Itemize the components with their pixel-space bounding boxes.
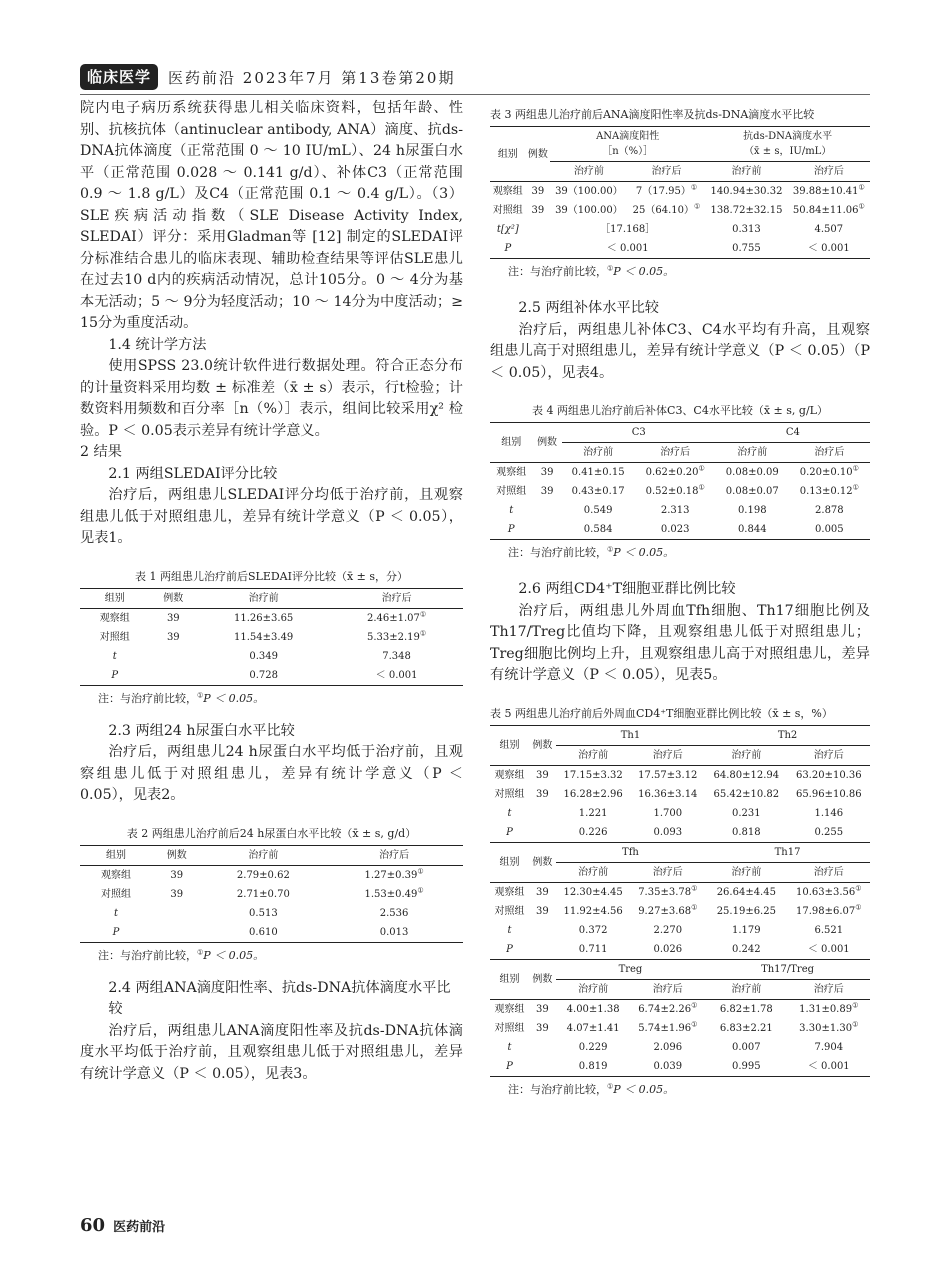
table-row: P 0.610 0.013	[80, 923, 463, 943]
page-number: 60	[80, 1215, 106, 1236]
table-2-caption: 表 2 两组患儿治疗前后24 h尿蛋白水平比较（x̄ ± s, g/d）	[126, 826, 417, 840]
table-row: t 0.549 2.313 0.198 2.878	[509, 505, 844, 516]
paragraph-2-6: 治疗后，两组患儿外周血Tfh细胞、Th17细胞比例及Th17/Treg比值均下降，且观察组患儿低于对照组患儿；Treg细胞比例均上升，且观察组患儿高于对照组患儿，差异有统计学意义（P ＜ 0.05），见表5。	[490, 602, 870, 683]
table-4: 组别 例数 C3 C4 治疗前 治疗后 治疗前 治疗后 观察组 39 0.41±0.15 0.62±0.20① 0.08±0.09 0.20±0.10① 对照组 39 0.43±0.17 0.52±0.18① 0.08±0.07 0.13±0.12① t 0.549 2.313 0.198 2.878 P 0.584 0.023 0.844 0.005	[490, 422, 870, 540]
table-header: 治疗前	[197, 588, 330, 608]
heading-1-4: 1.4 统计学方法	[108, 336, 207, 353]
heading-2-5: 2.5 两组补体水平比较	[518, 300, 659, 316]
table-row: 观察组 39 4.00±1.38 6.74±2.26① 6.82±1.78 1.31±0.89①	[494, 1001, 859, 1015]
table-row: P 0.226 0.093 0.818 0.255	[490, 823, 870, 843]
journal-issue: 医药前沿 2023年7月 第13卷第20期	[168, 68, 456, 87]
table-2-note: 注：与治疗前比较，①P ＜ 0.05。	[98, 947, 265, 962]
table-row: t 0.349 7.348	[112, 650, 411, 662]
table-row: P ＜ 0.001 0.755 ＜ 0.001	[490, 239, 870, 259]
header-rule	[80, 94, 870, 95]
table-1-note: 注：与治疗前比较，①P ＜ 0.05。	[98, 690, 265, 705]
table-row: 对照组 39 39（100.00） 25（64.10）① 138.72±32.15 50.84±11.06①	[492, 202, 865, 216]
heading-2-4: 2.4 两组ANA滴度阳性率、抗ds-DNA抗体滴度水平比较	[108, 979, 451, 1017]
table-row: 观察组 39 12.30±4.45 7.35±3.78① 26.64±4.45 10.63±3.56①	[494, 884, 862, 898]
table-header: 治疗后	[330, 588, 463, 608]
table-header: 组别	[80, 588, 149, 608]
table-header: 例数	[149, 588, 197, 608]
table-1-caption: 表 1 两组患儿治疗前后SLEDAI评分比较（x̄ ± s，分）	[134, 569, 409, 583]
table-row: 观察组 39 11.26±3.65 2.46±1.07①	[99, 610, 427, 624]
table-2: 组别 例数 治疗前 治疗后 观察组 39 2.79±0.62 1.27±0.39① 对照组 39 2.71±0.70 1.53±0.49① t 0.513 2.536 P 0.610 0.013	[80, 845, 463, 943]
heading-2-3: 2.3 两组24 h尿蛋白水平比较	[108, 722, 295, 739]
right-column	[490, 98, 870, 1098]
footer-journal: 医药前沿	[113, 1220, 166, 1235]
table-5: 组别 例数 Th1 Th2 治疗前 治疗后 治疗前 治疗后 观察组 39 17.15±3.32 17.57±3.12 64.80±12.94 63.20±10.36 对照组 39 16.28±2.96 16.36±3.14 65.42±10.82 65.96±10.86 t 1.221 1.700 0.231 1.146 P 0.226 0.093 0.818 0.255 组别 例数 Tfh Th17 治疗前 治疗后 治疗前 治疗后 观察组 39 12.30±4.45 7.35±3.78① 26.64±4.45 10.63±3.56① 对照组 39 11.92±4.56 9.27±3.68① 25.19±6.25 17.98±6.07① t 0.372 2.270 1.179 6.521 P 0.711 0.026 0.242 ＜ 0.001 组别 例数 Treg Th17/Treg 治疗前 治疗后 治疗前 治疗后 观察组 39 4.00±1.38 6.74±2.26① 6.82±1.78 1.31±0.89① 对照组 39 4.07±1.41 5.74±1.96① 6.83±2.21 3.30±1.30① t 0.229 2.096 0.007 7.904 P 0.819 0.039 0.995 ＜ 0.001	[490, 725, 870, 1077]
table-row: 观察组 39 17.15±3.32 17.57±3.12 64.80±12.94 63.20±10.36	[494, 769, 862, 781]
table-5-note: 注：与治疗前比较，①P ＜ 0.05。	[508, 1081, 675, 1096]
paragraph-2-3: 治疗后，两组患儿24 h尿蛋白水平均低于治疗前，且观察组患儿低于对照组患儿，差异有统计学意义（P ＜ 0.05），见表2。	[80, 744, 463, 803]
table-row: t 0.229 2.096 0.007 7.904	[507, 1041, 844, 1053]
heading-results: 2 结果	[80, 444, 122, 460]
page-footer	[80, 1215, 165, 1236]
paragraph-methods: 院内电子病历系统获得患儿相关临床资料，包括年龄、性别、抗核抗体（antinuclear antibody, ANA）滴度、抗ds-DNA抗体滴度（正常范围 0 ～ 10 IU/mL）、24 h尿蛋白水平（正常范围 0.028 ～ 0.141 g/d）、补体C3（正常范围 0.9 ～ 1.8 g/L）及C4（正常范围 0.1 ～ 0.4 g/L）。（3）SLE疾病活动指数（SLE Disease Activity Index, SLEDAI）评分：采用Gladman等 [12] 制定的SLEDAI评分标准结合患儿的临床表现、辅助检查结果等评估SLE患儿在过去10 d内的疾病活动情况，总计105分。0 ～ 4分为基本无活动；5 ～ 9分为轻度活动；10 ～ 14分为中度活动；≥ 15分为重度活动。	[80, 100, 463, 331]
table-row: P 0.584 0.023 0.844 0.005	[490, 520, 870, 540]
table-row: 对照组 39 11.92±4.56 9.27±3.68① 25.19±6.25 17.98±6.07①	[494, 903, 862, 917]
section-badge: 临床医学	[80, 64, 158, 90]
table-row: t 0.513 2.536	[114, 907, 409, 919]
table-row: 对照组 39 4.07±1.41 5.74±1.96① 6.83±2.21 3.30±1.30①	[494, 1020, 859, 1034]
paragraph-2-1: 治疗后，两组患儿SLEDAI评分均低于治疗前，且观察组患儿低于对照组患儿，差异有统计学意义（P ＜ 0.05），见表1。	[80, 487, 463, 546]
table-row: t 0.372 2.270 1.179 6.521	[507, 924, 844, 936]
table-row: t[χ²] ［17.168］ 0.313 4.507	[496, 224, 844, 235]
table-row: 观察组 39 0.41±0.15 0.62±0.20① 0.08±0.09 0.20±0.10①	[496, 464, 859, 478]
table-row: P 0.819 0.039 0.995 ＜ 0.001	[490, 1057, 870, 1077]
left-column	[80, 98, 463, 1085]
table-row: P 0.711 0.026 0.242 ＜ 0.001	[490, 940, 870, 960]
table-row: 对照组 39 2.71±0.70 1.53±0.49①	[101, 886, 424, 900]
table-row: P 0.728 ＜ 0.001	[80, 666, 463, 686]
table-4-note: 注：与治疗前比较，①P ＜ 0.05。	[508, 545, 675, 559]
table-row: 对照组 39 16.28±2.96 16.36±3.14 65.42±10.82 65.96±10.86	[494, 788, 862, 800]
paragraph-2-4: 治疗后，两组患儿ANA滴度阳性率及抗ds-DNA抗体滴度水平均低于治疗前，且观察组患儿低于对照组患儿，差异有统计学意义（P ＜ 0.05），见表3。	[80, 1022, 463, 1082]
table-row: 观察组 39 2.79±0.62 1.27±0.39①	[101, 867, 424, 881]
heading-2-6: 2.6 两组CD4⁺T细胞亚群比例比较	[518, 581, 736, 597]
table-3: 组别 例数 ANA滴度阳性 ［n（%）］ 抗ds-DNA滴度水平 （x̄ ± s，IU/mL） 治疗前 治疗后 治疗前 治疗后 观察组 39 39（100.00） 7（17.95）① 140.94±30.32 39.88±10.41① 对照组 39 39（100.00） 25（64.10）① 138.72±32.15 50.84±11.06① t[χ²] ［17.168］ 0.313 4.507 P ＜ 0.001 0.755 ＜ 0.001	[490, 126, 870, 259]
table-5-caption: 表 5 两组患儿治疗前后外周血CD4⁺T细胞亚群比例比较（x̄ ± s，%）	[490, 706, 833, 720]
table-1	[80, 588, 463, 686]
table-row: 观察组 39 39（100.00） 7（17.95）① 140.94±30.32 39.88±10.41①	[492, 183, 865, 197]
table-3-caption: 表 3 两组患儿治疗前后ANA滴度阳性率及抗ds-DNA滴度水平比较	[490, 108, 815, 121]
page-header	[80, 64, 455, 90]
table-3-note: 注：与治疗前比较，①P ＜ 0.05。	[508, 264, 675, 278]
paragraph-2-5: 治疗后，两组患儿补体C3、C4水平均有升高，且观察组患儿高于对照组患儿，差异有统计学意义（P ＜ 0.05）（P ＜ 0.05），见表4。	[490, 321, 870, 381]
table-row: t 1.221 1.700 0.231 1.146	[507, 807, 844, 819]
table-row: 对照组 39 11.54±3.49 5.33±2.19①	[99, 629, 427, 643]
table-4-caption: 表 4 两组患儿治疗前后补体C3、C4水平比较（x̄ ± s, g/L）	[532, 404, 828, 417]
heading-2-1: 2.1 两组SLEDAI评分比较	[108, 465, 278, 482]
paragraph-statistics: 使用SPSS 23.0统计软件进行数据处理。符合正态分布的计量资料采用均数 ± 标准差（x̄ ± s）表示，行t检验；计数资料用频数和百分率［n（%）］表示，组间比较采用χ² 检验。P ＜ 0.05表示差异有统计学意义。	[80, 358, 463, 439]
table-row: 对照组 39 0.43±0.17 0.52±0.18① 0.08±0.07 0.13±0.12①	[496, 483, 859, 497]
